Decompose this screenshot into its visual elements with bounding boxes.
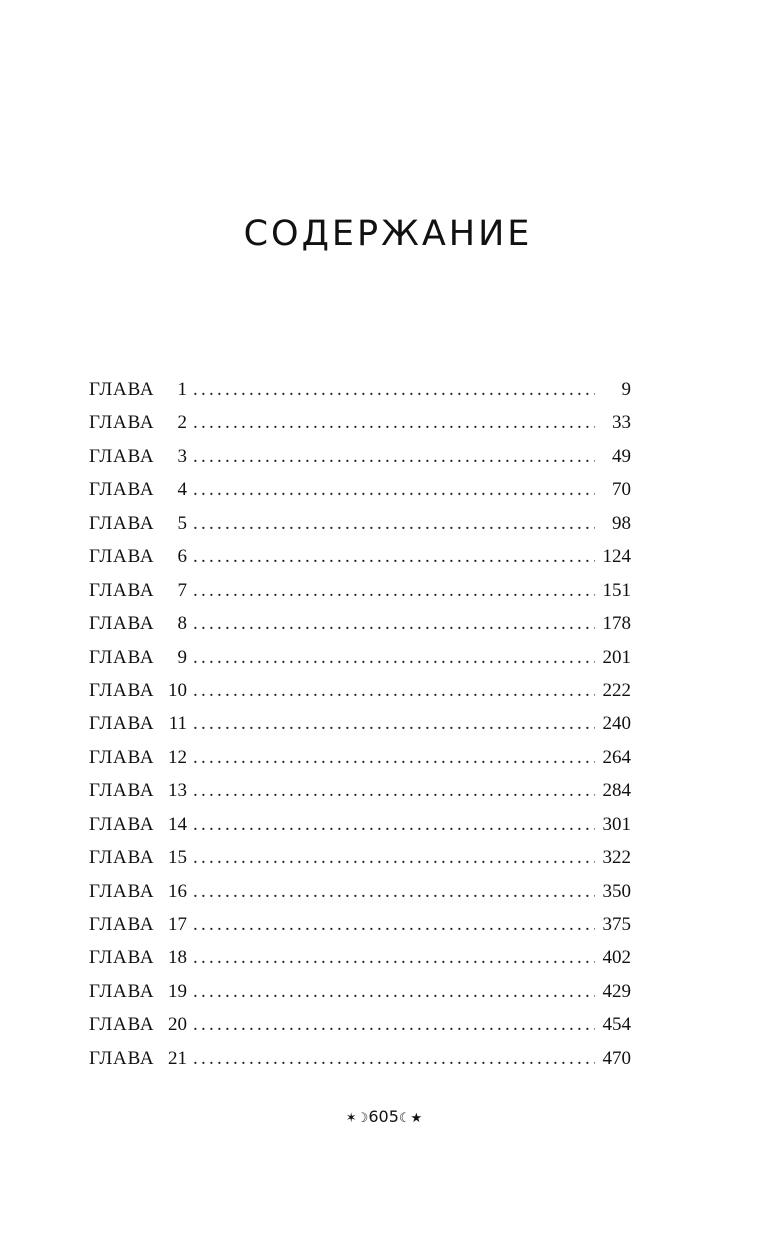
toc-entry: [89, 747, 631, 780]
chapter-label: ГЛАВА: [89, 613, 155, 635]
chapter-label: ГЛАВА: [89, 780, 155, 802]
dot-leader: [193, 513, 595, 535]
dot-leader: [193, 814, 595, 836]
dot-leader: [193, 647, 595, 669]
dot-leader: [193, 680, 595, 702]
chapter-number: 9: [177, 646, 187, 668]
dot-leader: [193, 847, 595, 869]
chapter-label: ГЛАВА: [89, 679, 155, 701]
toc-entry: [89, 780, 631, 813]
chapter-page-number: 240: [602, 713, 631, 735]
chapter-label: ГЛАВА: [89, 813, 155, 835]
chapter-label: ГЛАВА: [89, 947, 155, 969]
dot-leader: [193, 379, 595, 401]
chapter-label: ГЛАВА: [89, 980, 155, 1002]
chapter-page-number: 222: [602, 679, 631, 701]
chapter-page-number: 429: [602, 980, 631, 1002]
chapter-number: 14: [168, 813, 187, 835]
dot-leader: [193, 1048, 595, 1070]
chapter-number: 13: [168, 780, 187, 802]
chapter-page-number: 9: [621, 379, 631, 400]
chapter-page-number: 284: [602, 780, 631, 802]
chapter-number: 5: [177, 512, 187, 534]
dot-leader: [193, 1014, 595, 1036]
toc-entry: [89, 412, 631, 445]
toc-entry: [89, 680, 631, 713]
chapter-page-number: 98: [612, 512, 631, 534]
toc-entry: [89, 513, 631, 546]
dot-leader: [193, 747, 595, 769]
toc-entry: [89, 981, 631, 1014]
chapter-label: ГЛАВА: [89, 1014, 155, 1036]
dot-leader: [193, 446, 595, 468]
chapter-page-number: 322: [602, 847, 631, 869]
chapter-page-number: 402: [602, 947, 631, 969]
moon-star-ornament-icon: ☾★: [398, 1111, 423, 1126]
chapter-number: 19: [168, 980, 187, 1002]
chapter-number: 12: [168, 746, 187, 768]
toc-entry: [89, 947, 631, 980]
chapter-number: 20: [168, 1014, 187, 1036]
page-footer: [0, 1107, 768, 1126]
chapter-label: ГЛАВА: [89, 379, 155, 400]
chapter-number: 10: [168, 679, 187, 701]
dot-leader: [193, 881, 595, 903]
chapter-page-number: 470: [602, 1047, 631, 1069]
chapter-label: ГЛАВА: [89, 914, 155, 935]
toc-entry: [89, 446, 631, 479]
toc-entry: [89, 1014, 631, 1047]
chapter-page-number: 454: [602, 1014, 631, 1036]
dot-leader: [193, 546, 595, 568]
chapter-label: ГЛАВА: [89, 579, 155, 601]
dot-leader: [193, 981, 595, 1003]
chapter-page-number: 178: [602, 613, 631, 635]
page-number: 605: [368, 1107, 399, 1126]
chapter-page-number: 301: [602, 813, 631, 835]
chapter-label: ГЛАВА: [89, 713, 155, 735]
chapter-label: ГЛАВА: [89, 847, 155, 869]
dot-leader: [193, 713, 595, 735]
page-title: СОДЕРЖАНИЕ: [243, 214, 533, 254]
toc-entry: [89, 580, 631, 613]
chapter-number: 6: [177, 546, 187, 568]
chapter-number: 1: [177, 379, 187, 400]
toc-entry: [89, 814, 631, 847]
chapter-label: ГЛАВА: [89, 1047, 155, 1069]
chapter-label: ГЛАВА: [89, 412, 155, 434]
chapter-label: ГЛАВА: [89, 445, 155, 467]
chapter-number: 4: [177, 479, 187, 501]
star-moon-ornament-icon: ✶☽: [345, 1111, 369, 1126]
toc-entry: [89, 613, 631, 646]
chapter-number: 3: [177, 445, 187, 467]
toc-entry: [89, 479, 631, 512]
dot-leader: [193, 780, 595, 802]
chapter-label: ГЛАВА: [89, 546, 155, 568]
dot-leader: [193, 412, 595, 434]
chapter-number: 2: [177, 412, 187, 434]
toc-entry: [89, 881, 631, 914]
chapter-number: 8: [177, 613, 187, 635]
chapter-label: ГЛАВА: [89, 880, 155, 902]
chapter-page-number: 49: [612, 445, 631, 467]
dot-leader: [193, 914, 595, 936]
toc-entry: [89, 546, 631, 579]
chapter-page-number: 70: [612, 479, 631, 501]
dot-leader: [193, 947, 595, 969]
chapter-page-number: 33: [612, 412, 631, 434]
chapter-page-number: 124: [602, 546, 631, 568]
chapter-page-number: 264: [602, 746, 631, 768]
dot-leader: [193, 580, 595, 602]
toc-entry: [89, 914, 631, 947]
toc-entry: [89, 647, 631, 680]
toc-entry: [89, 847, 631, 880]
chapter-label: ГЛАВА: [89, 512, 155, 534]
chapter-number: 7: [177, 579, 187, 601]
toc-entry: [89, 713, 631, 746]
chapter-number: 16: [168, 880, 187, 902]
chapter-page-number: 350: [602, 880, 631, 902]
chapter-number: 15: [168, 847, 187, 869]
chapter-page-number: 151: [602, 579, 631, 601]
chapter-label: ГЛАВА: [89, 646, 155, 668]
chapter-page-number: 201: [602, 646, 631, 668]
toc-entry: [89, 379, 631, 412]
chapter-label: ГЛАВА: [89, 746, 155, 768]
dot-leader: [193, 479, 595, 501]
chapter-label: ГЛАВА: [89, 479, 155, 501]
chapter-number: 21: [168, 1047, 187, 1069]
chapter-number: 18: [168, 947, 187, 969]
toc-entry: [89, 1048, 631, 1081]
chapter-number: 17: [168, 914, 187, 935]
chapter-page-number: 375: [602, 914, 631, 935]
table-of-contents: [89, 379, 631, 1081]
chapter-number: 11: [168, 713, 187, 735]
dot-leader: [193, 613, 595, 635]
